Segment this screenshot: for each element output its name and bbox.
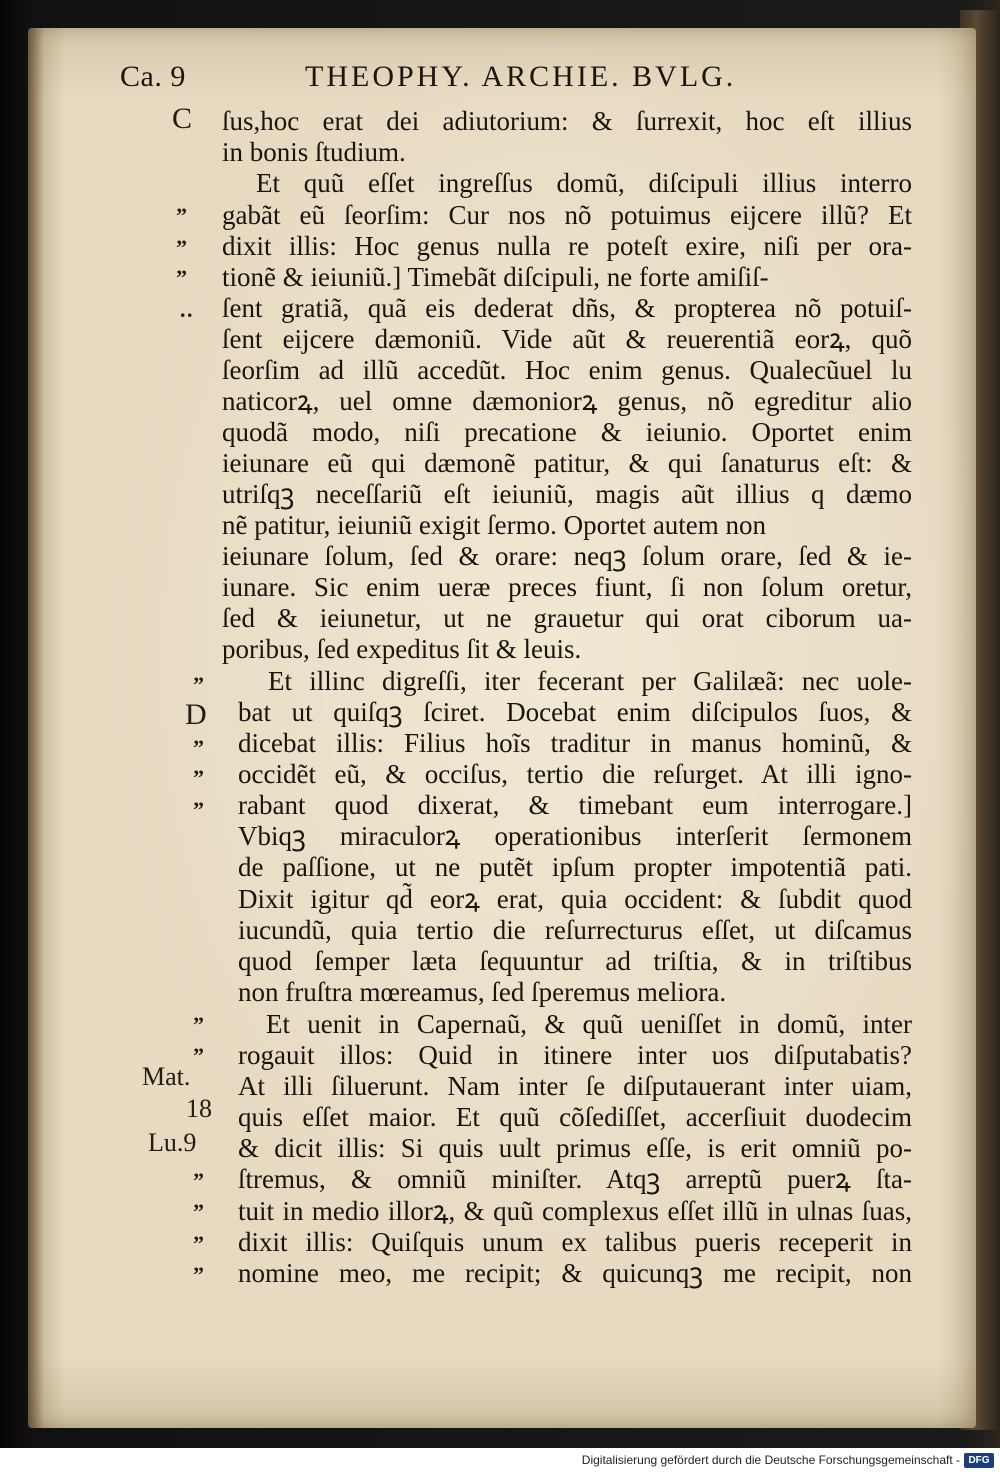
body-line: rogauit illos: Quid in itinere inter uos diſputabatis? [238, 1040, 912, 1070]
body-line: tuit in medio illorꝝ, & quũ complexus eſſet illũ in ulnas ſuas, [238, 1196, 912, 1226]
margin-dots: . . [180, 297, 191, 322]
body-line: Et quũ eſſet ingreſſus domũ, diſcipuli illius interro [256, 168, 912, 198]
margin-quote-mark: ” [176, 235, 185, 260]
margin-quote-mark: ” [193, 1231, 202, 1256]
body-line: At illi ſiluerunt. Nam inter ſe diſputauerant inter uiam, [238, 1071, 912, 1101]
body-line: naticorꝝ, uel omne dæmoniorꝝ genus, nõ egreditur alio [222, 386, 913, 416]
body-line: rabant quod dixerat, & timebant eum interrogare.] [238, 790, 912, 820]
margin-quote-mark: ” [193, 765, 202, 790]
body-line: poribus, ſed expeditus ſit & leuis. [222, 634, 582, 664]
body-line: & dicit illis: Si quis uult primus eſſe, is erit omniũ po- [238, 1133, 912, 1163]
body-line: nomine meo, me recipit; & quicunqꝫ me recipit, non [238, 1258, 913, 1288]
margin-letter-c: C [172, 102, 193, 135]
margin-ref-luke: Lu.9 [148, 1128, 197, 1157]
body-line: ſus,hoc erat dei adiutorium: & ſurrexit, hoc eſt illius [222, 106, 912, 136]
body-line: occidẽt eũ, & occiſus, tertio die reſurget. At illi igno- [238, 759, 912, 789]
body-line: gabãt eũ ſeorſim: Cur nos nõ potuimus eijcere illũ? Et [222, 200, 912, 230]
body-line: Et illinc digreſſi, iter fecerant per Galilæã: nec uole- [268, 666, 913, 696]
body-line: in bonis ſtudium. [222, 137, 406, 167]
footer-credit: Digitalisierung gefördert durch die Deutsche Forschungsgemeinschaft - [581, 1453, 960, 1467]
margin-quote-mark: ” [193, 1262, 202, 1287]
margin-ref-matthew: Mat. [142, 1062, 191, 1091]
body-line: dicebat illis: Filius hoĩs traditur in manus hominũ, & [238, 728, 912, 758]
body-line: bat ut quiſqꝫ ſciret. Docebat enim diſcipulos ſuos, & [238, 697, 912, 727]
margin-quote-mark: ” [193, 1012, 202, 1037]
body-line: ſent gratiã, quã eis dederat dñs, & propterea nõ potuiſ- [222, 293, 912, 323]
chapter-heading: Ca. 9 [120, 60, 186, 93]
margin-quote-mark: ” [193, 797, 202, 822]
body-line: ſeorſim ad illũ accedũt. Hoc enim genus. Qualecũuel lu [222, 355, 913, 385]
body-line: iunare. Sic enim ueræ preces fiunt, ſi non ſolum oretur, [222, 572, 913, 602]
margin-quote-mark: ” [176, 203, 185, 228]
footer-bar [0, 1448, 1000, 1474]
margin-quote-mark: ” [176, 265, 185, 290]
body-line: ieiunare eũ qui dæmonẽ patitur, & qui ſanaturus eſt: & [222, 448, 912, 478]
margin-ref-matthew-number: 18 [186, 1094, 212, 1123]
margin-quote-mark: ” [193, 672, 202, 697]
body-line: Vbiqꝫ miraculorꝝ operationibus interſerit ſermonem [238, 821, 912, 851]
body-line: non fruſtra mœreamus, ſed ſperemus meliora. [238, 977, 727, 1007]
margin-letter-d: D [185, 698, 207, 731]
body-line: Et uenit in Capernaũ, & quũ ueniſſet in domũ, inter [266, 1009, 913, 1039]
body-line: ſed & ieiunetur, ut ne grauetur qui orat ciborum ua- [222, 603, 912, 633]
body-line: nẽ patitur, ieiuniũ exigit ſermo. Oportet autem non [222, 510, 767, 540]
page-gutter-shadow [28, 28, 44, 1428]
body-line: quodã modo, niſi precatione & ieiunio. Oportet enim [222, 417, 913, 447]
body-line: tionẽ & ieiuniũ.] Timebãt diſcipuli, ne forte amiſiſ- [222, 262, 769, 292]
margin-quote-mark: ” [193, 735, 202, 760]
margin-quote-mark: ” [193, 1199, 202, 1224]
body-line: de paſſione, ut ne putẽt ipſum propter impotentiã pati. [238, 852, 913, 882]
running-title: THEOPHY. ARCHIE. BVLG. [305, 60, 737, 93]
dfg-logo: DFG [964, 1453, 994, 1468]
body-line: quis eſſet maior. Et quũ cõſediſſet, accerſiuit duodecim [238, 1102, 912, 1132]
body-line: dixit illis: Quiſquis unum ex talibus pueris receperit in [238, 1227, 912, 1257]
body-line: ſent eijcere dæmoniũ. Vide aũt & reuerentiã eorꝝ, quõ [222, 324, 913, 354]
margin-quote-mark: ” [193, 1043, 202, 1068]
body-line: utriſqꝫ neceſſariũ eſt ieiuniũ, magis aũt illius q dæmo [222, 479, 912, 509]
margin-quote-mark: ” [193, 1168, 202, 1193]
body-line: dixit illis: Hoc genus nulla re poteſt exire, niſi per ora- [222, 231, 912, 261]
body-line: Dixit igitur qd̃ eorꝝ erat, quia occident: & ſubdit quod [238, 884, 913, 914]
body-line: quod ſemper læta ſequuntur ad triſtia, & in triſtibus [238, 946, 913, 976]
body-line: ieiunare ſolum, ſed & orare: neqꝫ ſolum orare, ſed & ie- [222, 541, 912, 571]
body-line: ſtremus, & omniũ miniſter. Atqꝫ arreptũ puerꝝ ſta- [238, 1164, 912, 1194]
body-line: iucundũ, quia tertio die reſurrecturus eſſet, ut diſcamus [238, 915, 913, 945]
